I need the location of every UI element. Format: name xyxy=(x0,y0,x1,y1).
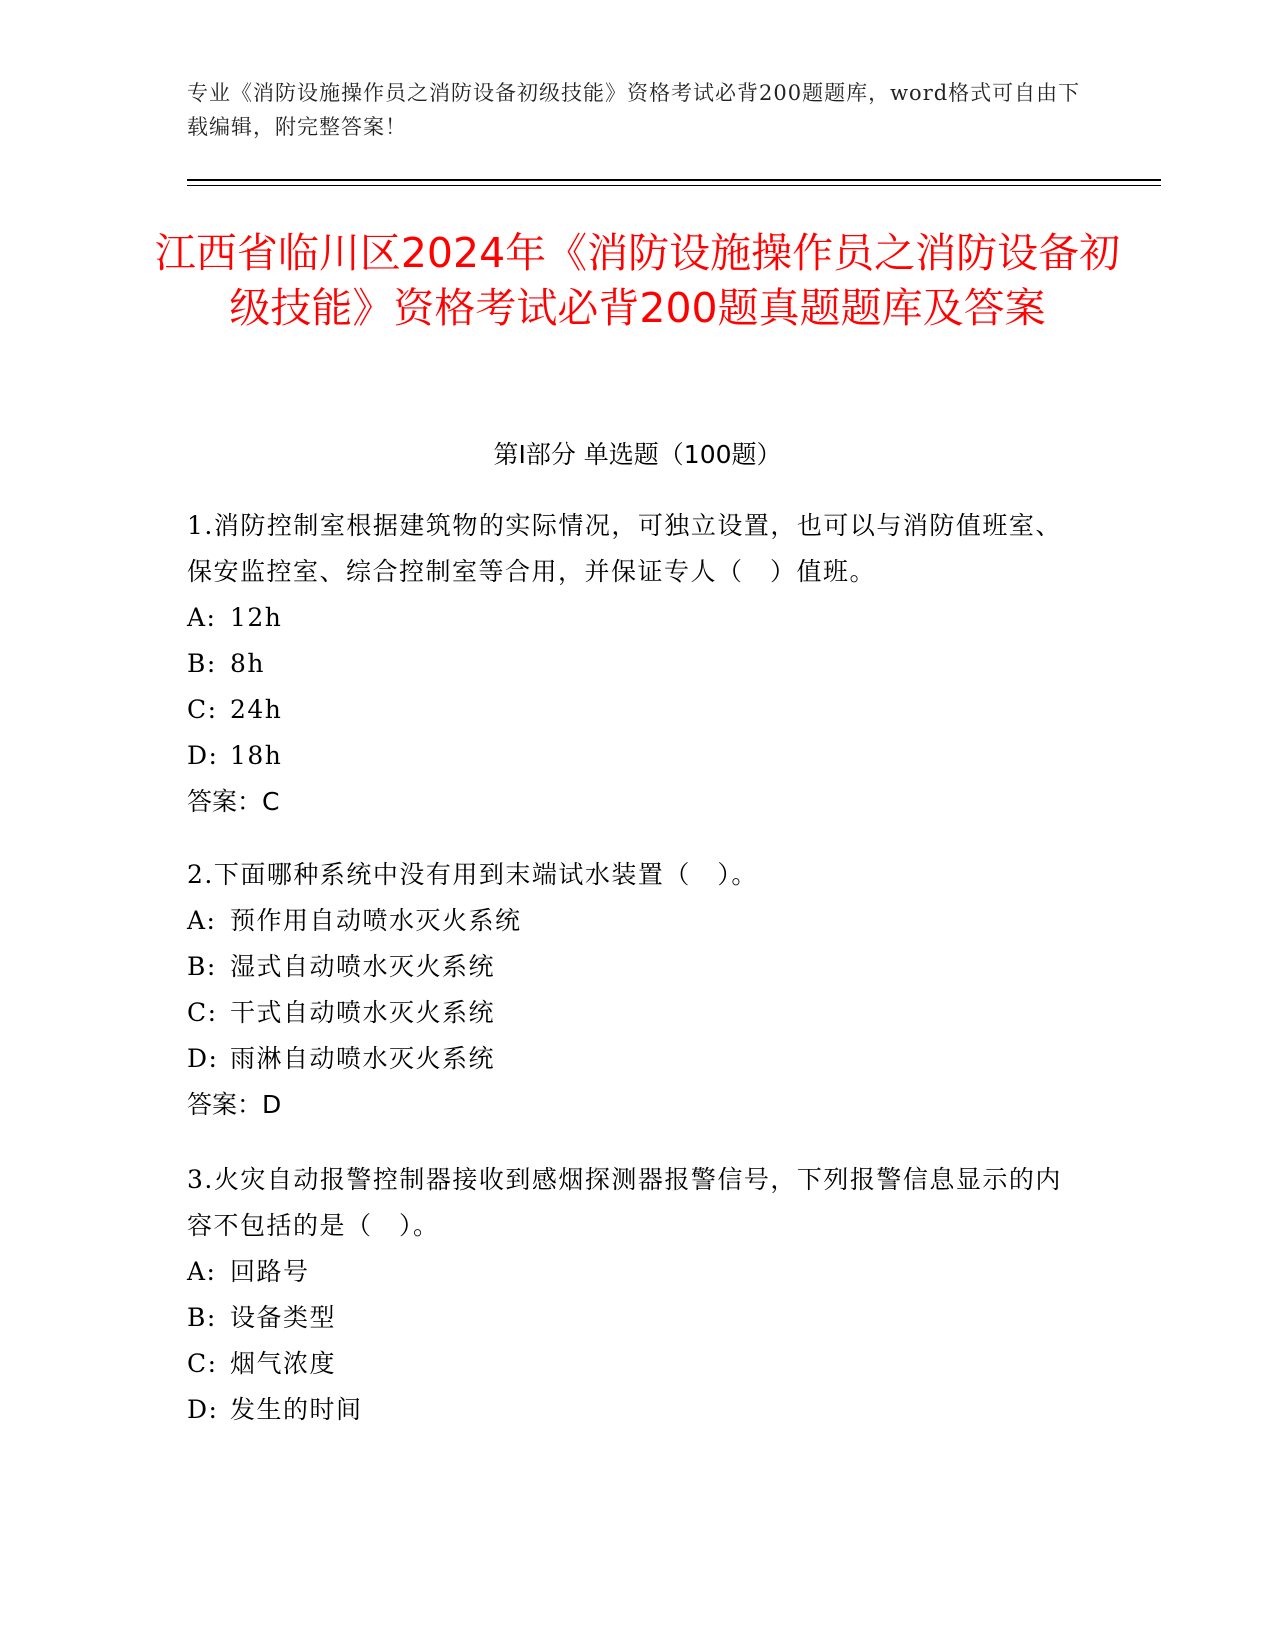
question-2 xyxy=(187,852,1087,1128)
option-text: 24h xyxy=(230,695,283,724)
document-title: 江西省临川区2024年《消防设施操作员之消防设备初级技能》资格考试必背200题真题题库及答案 xyxy=(154,229,1121,332)
header-divider-thick xyxy=(187,179,1161,181)
option-b xyxy=(187,1295,1087,1341)
question-3 xyxy=(187,1157,1087,1433)
question-1 xyxy=(187,503,1087,825)
option-text: 雨淋自动喷水灭火系统 xyxy=(230,1044,496,1073)
option-key: B: xyxy=(187,952,217,981)
header-note: 专业《消防设施操作员之消防设备初级技能》资格考试必背200题题库，word格式可自由下载编辑，附完整答案！ xyxy=(187,81,1081,139)
option-key: C: xyxy=(187,1349,218,1378)
option-key: A: xyxy=(187,906,217,935)
option-text: 18h xyxy=(230,741,283,770)
option-key: C: xyxy=(187,998,218,1027)
option-key: B: xyxy=(187,1303,217,1332)
option-key: B: xyxy=(187,649,217,678)
option-text: 设备类型 xyxy=(230,1303,337,1332)
option-c xyxy=(187,1341,1087,1387)
option-d xyxy=(187,733,1087,779)
option-text: 烟气浓度 xyxy=(230,1349,337,1378)
option-key: A: xyxy=(187,1257,217,1286)
option-a xyxy=(187,898,1087,944)
answer: 答案：D xyxy=(187,1090,282,1119)
option-text: 发生的时间 xyxy=(230,1395,363,1424)
option-key: A: xyxy=(187,603,217,632)
question-stem: 3.火灾自动报警控制器接收到感烟探测器报警信号，下列报警信息显示的内容不包括的是（ ）。 xyxy=(187,1165,1062,1240)
option-text: 预作用自动喷水灭火系统 xyxy=(230,906,522,935)
option-key: D: xyxy=(187,1044,219,1073)
option-key: D: xyxy=(187,1395,219,1424)
option-text: 湿式自动喷水灭火系统 xyxy=(230,952,496,981)
option-c xyxy=(187,990,1087,1036)
option-text: 12h xyxy=(230,603,283,632)
option-text: 回路号 xyxy=(230,1257,310,1286)
question-stem: 1.消防控制室根据建筑物的实际情况，可独立设置，也可以与消防值班室、保安监控室、综合控制室等合用，并保证专人（ ）值班。 xyxy=(187,511,1062,586)
option-b xyxy=(187,641,1087,687)
option-key: D: xyxy=(187,741,219,770)
option-a xyxy=(187,1249,1087,1295)
option-d xyxy=(187,1387,1087,1433)
option-b xyxy=(187,944,1087,990)
header-divider-thin xyxy=(187,185,1161,186)
option-c xyxy=(187,687,1087,733)
section-title: 第Ⅰ部分 单选题（100题） xyxy=(493,440,782,469)
answer: 答案：C xyxy=(187,787,280,816)
option-text: 干式自动喷水灭火系统 xyxy=(230,998,496,1027)
option-a xyxy=(187,595,1087,641)
option-key: C: xyxy=(187,695,218,724)
option-d xyxy=(187,1036,1087,1082)
question-stem: 2.下面哪种系统中没有用到末端试水装置（ ）。 xyxy=(187,860,758,889)
option-text: 8h xyxy=(230,649,266,678)
